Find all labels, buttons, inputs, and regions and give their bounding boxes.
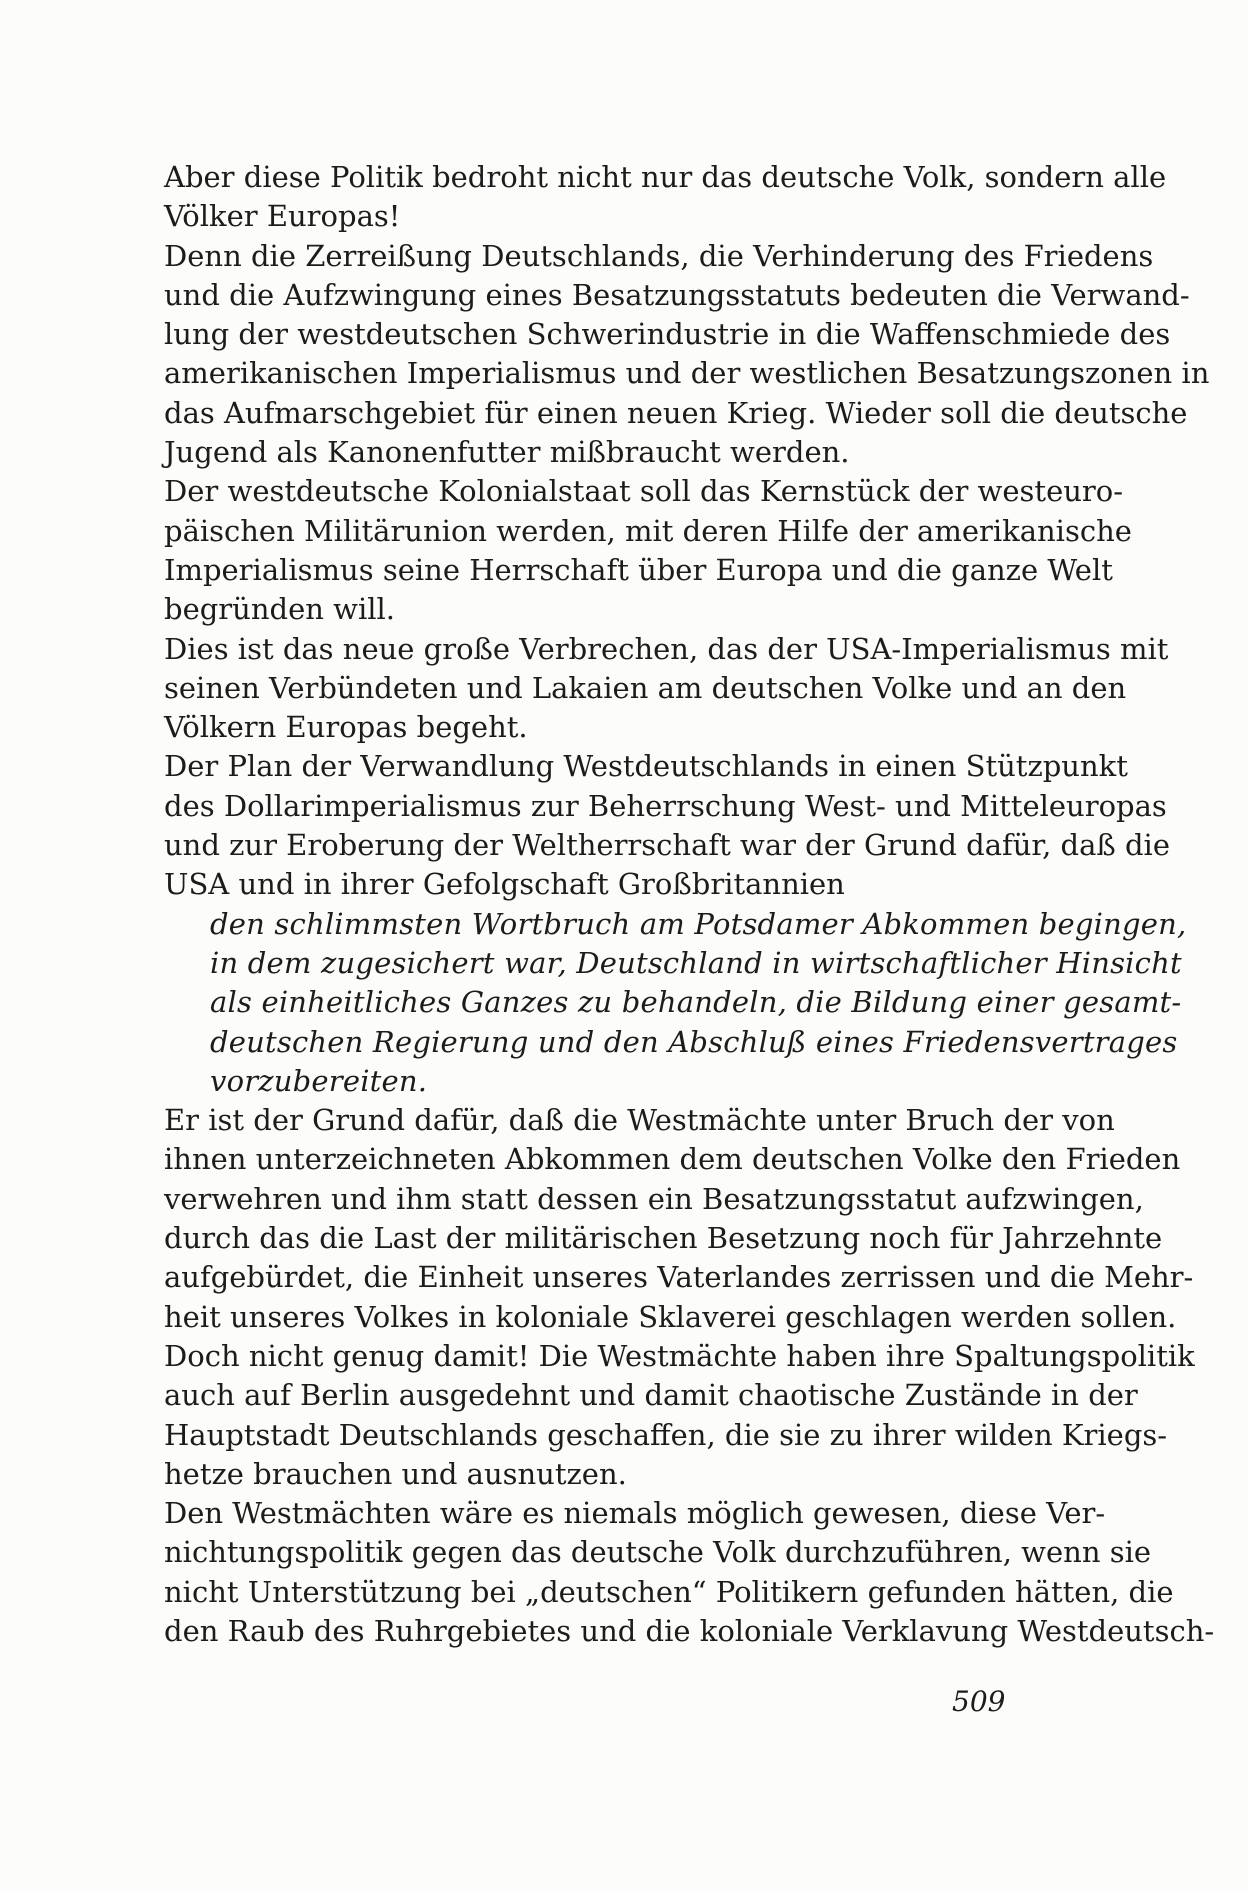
text-line: das Aufmarschgebiet für einen neuen Krieg. Wieder soll die deutsche [164, 395, 1188, 430]
body-text [164, 158, 1215, 1651]
quote-line: vorzubereiten. [210, 1063, 428, 1098]
text-line: auch auf Berlin ausgedehnt und damit chaotische Zustände in der [164, 1378, 1138, 1413]
text-line: Jugend als Kanonenfutter mißbraucht werden. [164, 435, 850, 470]
text-line: durch das die Last der militärischen Besetzung noch für Jahrzehnte [164, 1221, 1163, 1256]
text-line: Der Plan der Verwandlung Westdeutschlands in einen Stützpunkt [164, 749, 1128, 784]
text-line: aufgebürdet, die Einheit unseres Vaterlandes zerrissen und die Mehr- [164, 1260, 1194, 1295]
text-line: Hauptstadt Deutschlands geschaffen, die sie zu ihrer wilden Kriegs- [164, 1417, 1168, 1452]
text-line: Denn die Zerreißung Deutschlands, die Verhinderung des Friedens [164, 238, 1154, 273]
text-line: verwehren und ihm statt dessen ein Besatzungsstatut aufzwingen, [164, 1181, 1144, 1216]
quote-line: deutschen Regierung und den Abschluß eines Friedensvertrages [210, 1024, 1178, 1059]
text-line: päischen Militärunion werden, mit deren Hilfe der amerikanische [164, 513, 1132, 548]
text-line: Aber diese Politik bedroht nicht nur das deutsche Volk, sondern alle [164, 160, 1167, 194]
text-line: Den Westmächten wäre es niemals möglich gewesen, diese Ver- [164, 1496, 1106, 1531]
text-line: und die Aufzwingung eines Besatzungsstatuts bedeuten die Verwand- [164, 277, 1190, 312]
text-line: des Dollarimperialismus zur Beherrschung West- und Mitteleuropas [164, 788, 1167, 823]
text-line: begründen will. [164, 592, 395, 627]
quote-line: den schlimmsten Wortbruch am Potsdamer Abkommen begingen, [210, 906, 1187, 941]
text-line: Dies ist das neue große Verbrechen, das der USA-Imperialismus mit [164, 631, 1169, 666]
text-line: nicht Unterstützung bei „deutschen“ Politikern gefunden hätten, die [164, 1574, 1174, 1609]
text-line: hetze brauchen und ausnutzen. [164, 1456, 627, 1491]
text-line: Doch nicht genug damit! Die Westmächte haben ihre Spaltungspolitik [164, 1338, 1195, 1373]
text-line: seinen Verbündeten und Lakaien am deutschen Volke und an den [164, 670, 1127, 705]
text-line: Der westdeutsche Kolonialstaat soll das Kernstück der westeuro- [164, 474, 1124, 509]
quote-line: als einheitliches Ganzes zu behandeln, die Bildung einer gesamt- [210, 985, 1182, 1020]
text-line: lung der westdeutschen Schwerindustrie in die Waffenschmiede des [164, 317, 1171, 352]
page-number: 509 [952, 1685, 1006, 1718]
text-line: Imperialismus seine Herrschaft über Europa und die ganze Welt [164, 552, 1113, 587]
text-line: nichtungspolitik gegen das deutsche Volk durchzuführen, wenn sie [164, 1535, 1152, 1570]
text-line: USA und in ihrer Gefolgschaft Großbritannien [164, 867, 845, 902]
text-line: und zur Eroberung der Weltherrschaft war der Grund dafür, daß die [164, 828, 1170, 863]
text-line: ihnen unterzeichneten Abkommen dem deutschen Volke den Frieden [164, 1142, 1181, 1177]
text-line: Völker Europas! [164, 199, 401, 234]
text-line: heit unseres Volkes in koloniale Sklaverei geschlagen werden sollen. [164, 1299, 1177, 1334]
text-line: Er ist der Grund dafür, daß die Westmächte unter Bruch der von [164, 1103, 1115, 1138]
text-line: Völkern Europas begeht. [164, 710, 528, 745]
quote-line: in dem zugesichert war, Deutschland in wirtschaftlicher Hinsicht [210, 945, 1182, 980]
text-line: amerikanischen Imperialismus und der westlichen Besatzungszonen in [164, 356, 1210, 391]
text-line: den Raub des Ruhrgebietes und die koloniale Verklavung Westdeutsch- [164, 1613, 1215, 1648]
